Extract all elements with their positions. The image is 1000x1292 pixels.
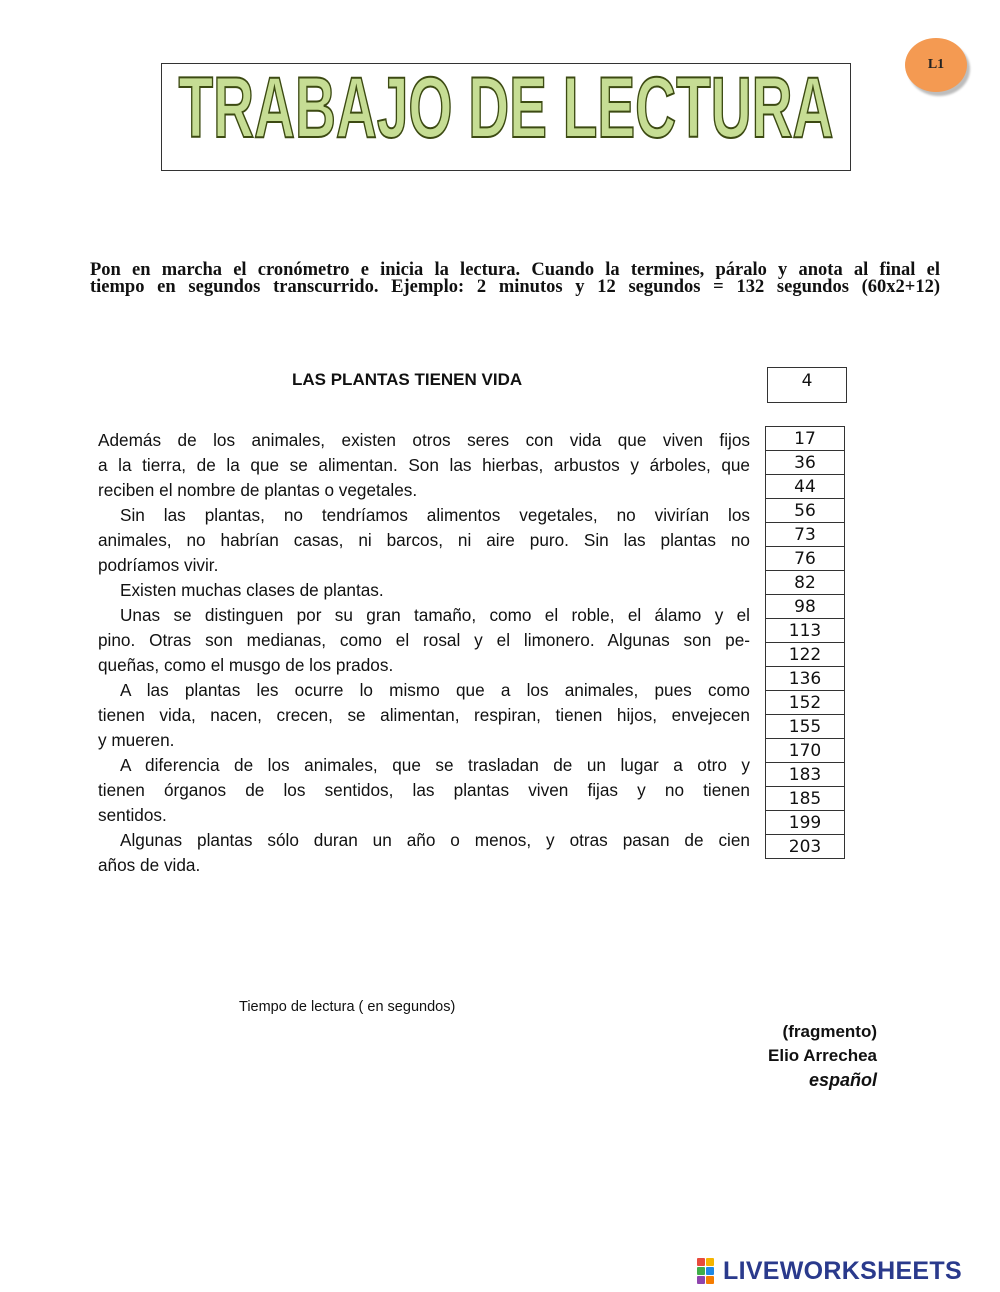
- text-line: sentidos.: [98, 805, 167, 825]
- word-count-cell: 73: [765, 522, 845, 547]
- word-count-cell: 136: [765, 666, 845, 691]
- text-line: queñas, como el musgo de los prados.: [98, 655, 394, 675]
- credit-block: [660, 1020, 877, 1092]
- word-count-cell: 155: [765, 714, 845, 739]
- word-count-cell: 36: [765, 450, 845, 475]
- svg-text:TRABAJO DE LECTURA: TRABAJO DE LECTURA: [178, 63, 834, 156]
- text-line: Además de los animales, existen otros seres con vida que viven fijos: [98, 430, 750, 450]
- page-title: [161, 63, 851, 171]
- text-line: tienen órganos de los sentidos, las plantas viven fijas y no tienen: [98, 780, 750, 800]
- text-line: A diferencia de los animales, que se trasladan de un lugar a otro y: [120, 755, 750, 775]
- text-line: Unas se distinguen por su gran tamaño, como el roble, el álamo y el: [120, 605, 750, 625]
- word-count-cell: 56: [765, 498, 845, 523]
- text-line: tienen vida, nacen, crecen, se alimentan, respiran, tienen hijos, envejecen: [98, 705, 750, 725]
- instructions: [90, 262, 940, 296]
- text-line: podríamos vivir.: [98, 555, 219, 575]
- reading-time-label: Tiempo de lectura ( en segundos): [239, 999, 456, 1015]
- liveworksheets-blocks-icon: [697, 1258, 723, 1284]
- word-count-cell: 185: [765, 786, 845, 811]
- text-line: y mueren.: [98, 730, 175, 750]
- instructions-line-1: Pon en marcha el cronómetro e inicia la lectura. Cuando la termines, páralo y anota al final el: [90, 260, 940, 280]
- text-line: Algunas plantas sólo duran un año o menos, y otras pasan de cien: [120, 830, 750, 850]
- text-line: años de vida.: [98, 855, 201, 875]
- text-line: animales, no habrían casas, ni barcos, ni aire puro. Sin las plantas no: [98, 530, 750, 550]
- word-count-cell: 183: [765, 762, 845, 787]
- word-count-cell: 113: [765, 618, 845, 643]
- word-count-cell: 170: [765, 738, 845, 763]
- instructions-line-2: tiempo en segundos transcurrido. Ejemplo: 2 minutos y 12 segundos = 132 segundos (60x2+12): [90, 277, 940, 297]
- liveworksheets-logo: [697, 1256, 962, 1286]
- word-count-cell: 76: [765, 546, 845, 571]
- language-label: español: [808, 1070, 877, 1090]
- text-line: reciben el nombre de plantas o vegetales.: [98, 480, 418, 500]
- reading-text: [98, 428, 750, 878]
- author-name: Elio Arrechea: [768, 1046, 877, 1065]
- word-count-cell: 17: [765, 426, 845, 451]
- level-badge: L1: [905, 38, 967, 92]
- text-line: Sin las plantas, no tendríamos alimentos vegetales, no vivirían los: [120, 505, 750, 525]
- word-count-cell: 203: [765, 834, 845, 859]
- title-word-count: 4: [767, 367, 847, 403]
- reading-title: LAS PLANTAS TIENEN VIDA: [292, 370, 523, 389]
- text-line: Existen muchas clases de plantas.: [120, 580, 384, 600]
- word-count-cell: 82: [765, 570, 845, 595]
- fragment-label: (fragmento): [782, 1022, 877, 1041]
- text-line: a la tierra, de la que se alimentan. Son las hierbas, arbustos y árboles, que: [98, 455, 750, 475]
- logo-text: LIVEWORKSHEETS: [723, 1256, 962, 1285]
- text-line: pino. Otras son medianas, como el rosal y el limonero. Algunas son pe-: [98, 630, 750, 650]
- word-count-cell: 122: [765, 642, 845, 667]
- word-count-cell: 98: [765, 594, 845, 619]
- word-count-cell: 44: [765, 474, 845, 499]
- word-count-column: [765, 427, 845, 859]
- word-count-cell: 199: [765, 810, 845, 835]
- word-count-cell: 152: [765, 690, 845, 715]
- text-line: A las plantas les ocurre lo mismo que a los animales, pues como: [120, 680, 750, 700]
